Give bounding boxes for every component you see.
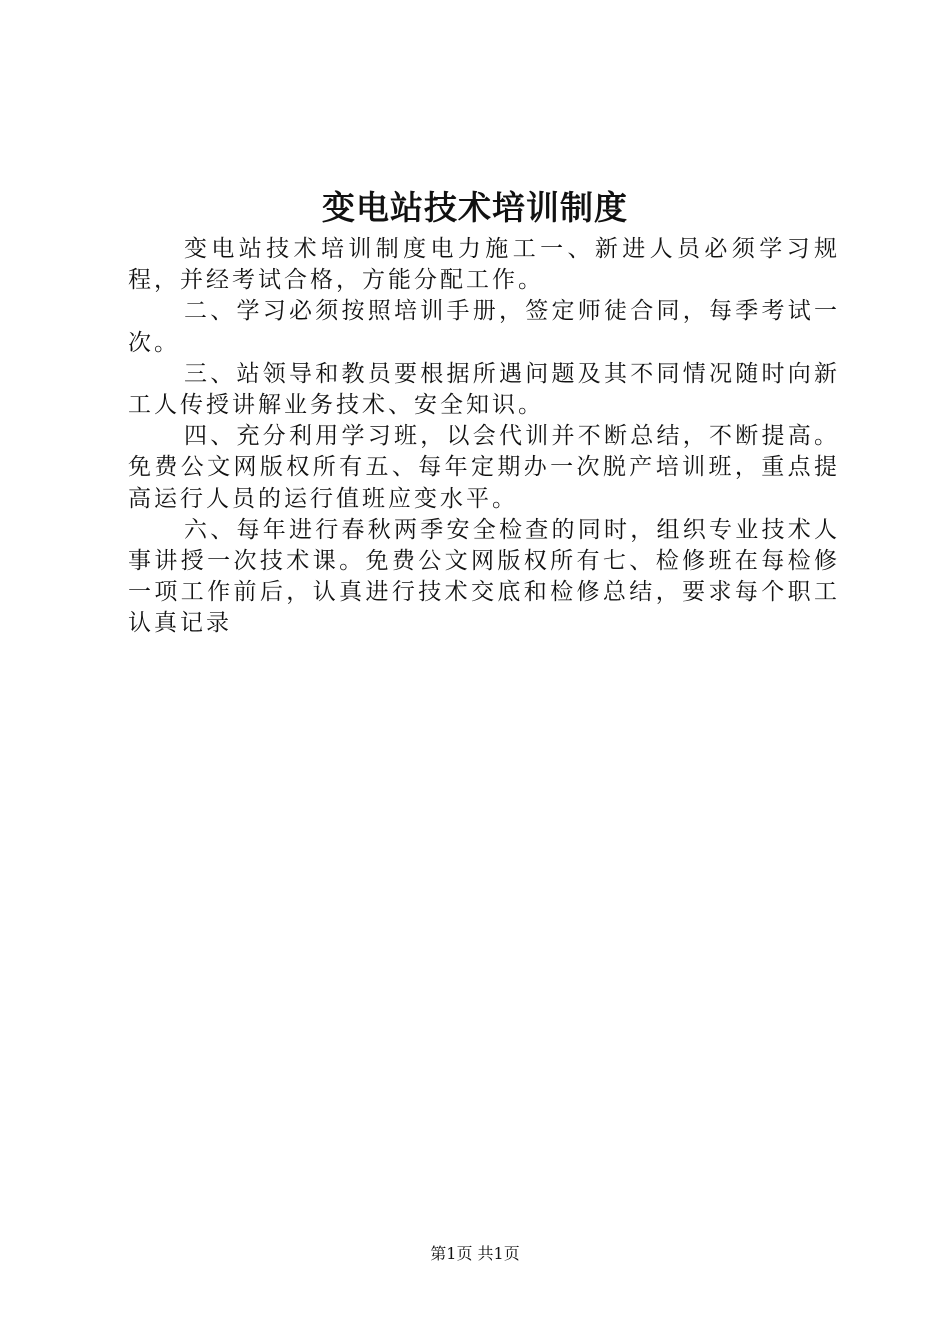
page-footer: 第1页 共1页 [430, 1244, 520, 1263]
document-body [128, 234, 840, 640]
paragraph-1: 变电站技术培训制度电力施工一、新进人员必须学习规程，并经考试合格，方能分配工作。 [128, 236, 840, 294]
paragraph-5: 六、每年进行春秋两季安全检查的同时，组织专业技术人事讲授一次技术课。免费公文网版权所有七、检修班在每检修一项工作前后，认真进行技术交底和检修总结，要求每个职工认真记录 [128, 516, 840, 637]
page-title: 变电站技术培训制度 [322, 188, 628, 227]
paragraph-2: 二、学习必须按照培训手册，签定师徒合同，每季考试一次。 [128, 298, 840, 356]
paragraph-3: 三、站领导和教员要根据所遇问题及其不同情况随时向新工人传授讲解业务技术、安全知识。 [128, 360, 840, 419]
paragraph-4: 四、充分利用学习班，以会代训并不断总结，不断提高。免费公文网版权所有五、每年定期办一次脱产培训班，重点提高运行人员的运行值班应变水平。 [128, 423, 840, 512]
